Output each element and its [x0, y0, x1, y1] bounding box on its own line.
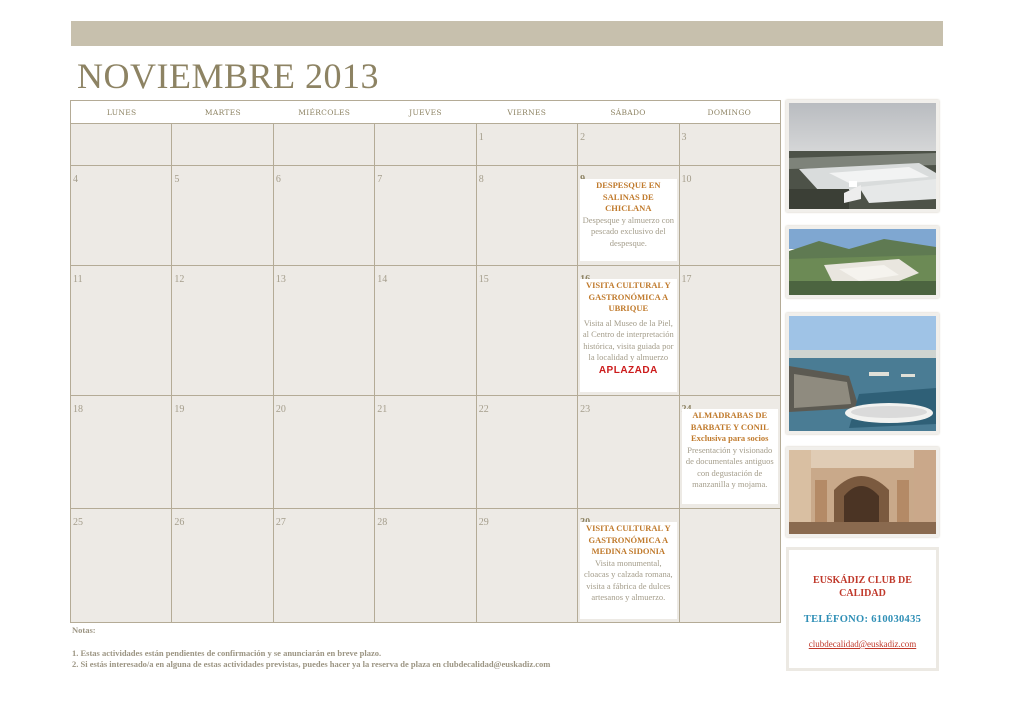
calendar-day	[71, 266, 172, 395]
day-number: 13	[275, 274, 286, 285]
barbate-photo	[786, 313, 939, 434]
event-title: VISITA CULTURAL Y GASTRONÓMICA A MEDINA SIDONIA	[585, 523, 671, 556]
day-number: 19	[174, 404, 185, 415]
header-bar	[71, 21, 943, 46]
note-item: 2. Si estás interesado/a en alguna de estas actividades previstas, puedes hacer ya la reserva de plaza en clubdecalidad@euskadiz.com	[72, 659, 551, 669]
calendar-day	[375, 166, 476, 265]
calendar-day	[680, 266, 780, 395]
ubrique-photo	[786, 226, 939, 298]
calendar-day	[172, 509, 273, 622]
day-number: 3	[681, 132, 687, 143]
day-number: 18	[73, 404, 83, 415]
weekday-label: MIÉRCOLES	[298, 108, 351, 117]
note-item: 1. Estas actividades están pendientes de confirmación y se anunciarán en breve plazo.	[72, 648, 382, 658]
weekday-label: VIERNES	[507, 108, 547, 117]
calendar-day	[477, 509, 578, 622]
calendar-day	[477, 266, 578, 395]
event-title: ALMADRABAS DE BARBATE Y CONIL	[690, 410, 769, 432]
day-number: 21	[377, 404, 388, 415]
day-number: 14	[377, 274, 388, 285]
calendar-day	[172, 266, 273, 395]
weekday-label: JUEVES	[409, 108, 442, 117]
calendar-day	[680, 124, 780, 165]
day-number: 22	[478, 404, 489, 415]
calendar-day-event	[680, 396, 780, 508]
email-link[interactable]: clubdecalidad@euskadiz.com	[808, 639, 917, 649]
day-number: 2	[580, 132, 586, 143]
calendar-week	[71, 509, 780, 622]
calendar-day	[274, 166, 375, 265]
event-description: Presentación y visionado de documentales antiguos con degustación de manzanilla y mojama.	[685, 444, 774, 489]
medina-sidonia-photo	[786, 447, 939, 537]
calendar-week	[71, 166, 780, 266]
day-number: 10	[681, 174, 692, 185]
salinas-photo	[786, 100, 939, 212]
calendar-day	[578, 396, 679, 508]
calendar-day-event	[578, 166, 679, 265]
medina-sidonia-image	[789, 450, 936, 534]
calendar-day	[477, 166, 578, 265]
calendar-day	[680, 166, 780, 265]
ubrique-image	[789, 229, 936, 295]
calendar-day	[274, 396, 375, 508]
day-number: 27	[275, 517, 286, 528]
event-card	[580, 522, 676, 619]
event-description: Despesque y almuerzo con pescado exclusivo del despesque.	[582, 214, 674, 248]
day-number: 12	[174, 274, 185, 285]
day-number: 26	[174, 517, 185, 528]
salinas-image	[789, 103, 936, 209]
weekday-header	[71, 101, 780, 124]
weekday-label: DOMINGO	[707, 108, 752, 117]
calendar-day	[274, 509, 375, 622]
day-number: 6	[275, 174, 281, 185]
calendar-day	[477, 396, 578, 508]
day-number: 4	[73, 174, 78, 185]
calendar-day	[172, 124, 273, 165]
day-number: 5	[174, 174, 180, 185]
event-status-badge: APLAZADA	[598, 364, 658, 376]
event-card	[682, 409, 778, 504]
day-number: 15	[478, 274, 489, 285]
calendar-day	[172, 166, 273, 265]
calendar-day	[71, 509, 172, 622]
calendar-day	[274, 266, 375, 395]
calendar-week	[71, 266, 780, 396]
barbate-image	[789, 316, 936, 431]
calendar-grid	[70, 100, 781, 623]
calendar-day-event	[578, 509, 679, 622]
day-number: 1	[478, 132, 484, 143]
day-number: 25	[73, 517, 83, 528]
event-card	[580, 179, 676, 261]
weekday-label: MARTES	[204, 108, 241, 117]
calendar-day	[172, 396, 273, 508]
day-number: 11	[73, 274, 83, 285]
contact-box	[786, 547, 939, 671]
event-description: Visita al Museo de la Piel, al Centro de interpretación histórica, visita guiada por la localidad y almuerzo	[582, 317, 674, 362]
calendar-day	[71, 166, 172, 265]
day-number: 23	[580, 404, 591, 415]
calendar-day	[375, 509, 476, 622]
calendar-day	[680, 509, 780, 622]
calendar-day	[375, 124, 476, 165]
day-number: 17	[681, 274, 692, 285]
notes-label: Notas:	[72, 625, 96, 635]
calendar-day	[477, 124, 578, 165]
day-number: 8	[478, 174, 484, 185]
weekday-label: SÁBADO	[610, 108, 646, 117]
calendar-day	[375, 266, 476, 395]
calendar-day	[71, 396, 172, 508]
weekday-label: LUNES	[106, 108, 137, 117]
calendar-day	[578, 124, 679, 165]
club-name: EUSKÁDIZ CLUB DE CALIDAD	[813, 575, 912, 599]
event-title: VISITA CULTURAL Y GASTRONÓMICA A UBRIQUE	[585, 280, 671, 313]
day-number: 29	[478, 517, 489, 528]
calendar-week	[71, 396, 780, 509]
event-subtitle: Exclusiva para socios	[691, 433, 769, 443]
event-description: Visita monumental, cloacas y calzada romana, visita a fábrica de dulces artesanos y almuerzo.	[583, 557, 673, 602]
day-number: 7	[377, 174, 383, 185]
calendar-day	[375, 396, 476, 508]
page-title: NOVIEMBRE 2013	[77, 56, 379, 96]
day-number: 28	[377, 517, 388, 528]
calendar-day	[274, 124, 375, 165]
day-number: 20	[275, 404, 286, 415]
notes-section	[72, 625, 550, 670]
phone-number: TELÉFONO: 610030435	[803, 614, 922, 625]
event-title: DESPESQUE EN SALINAS DE CHICLANA	[596, 180, 661, 213]
calendar-day-event	[578, 266, 679, 395]
calendar-day	[71, 124, 172, 165]
event-card	[580, 279, 676, 392]
calendar-week	[71, 124, 780, 166]
